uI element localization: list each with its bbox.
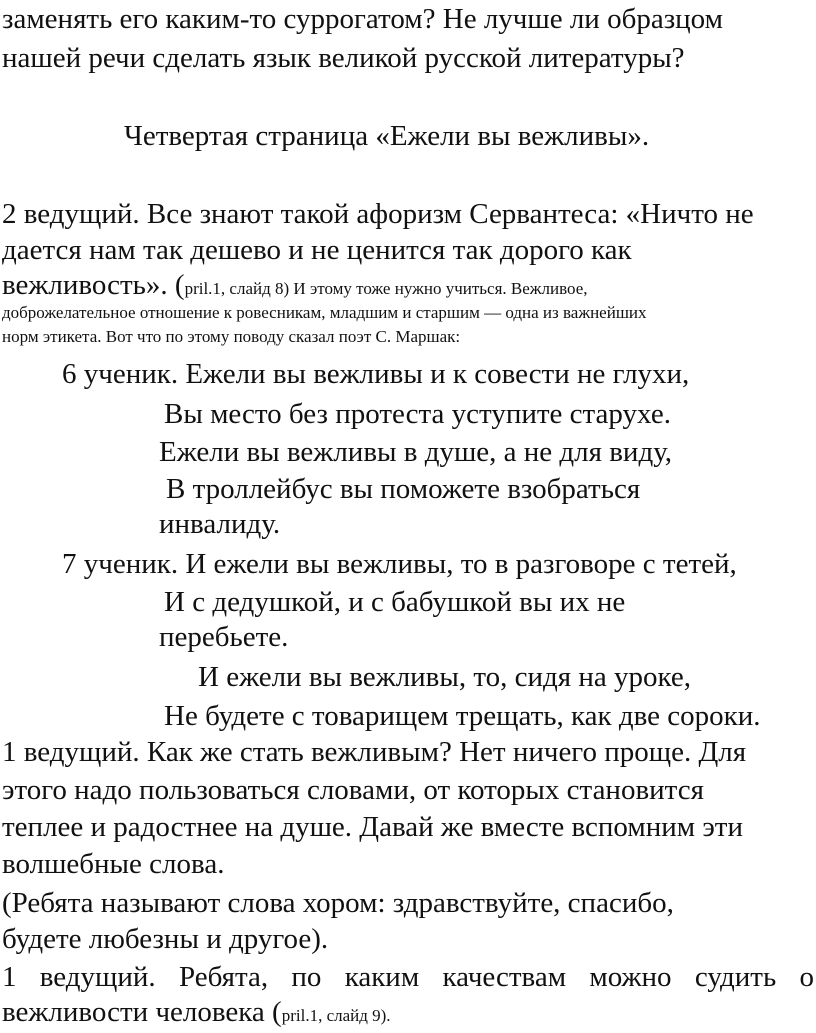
host1b-line-2-big: вежливости человека ( (2, 996, 282, 1028)
poem-stanza7-line-2: И с дедушкой, и с бабушкой вы их не (164, 586, 626, 618)
host1b-word: судить (694, 961, 777, 993)
children-line-1: (Ребята называют слова хором: здравствуйте, спасибо, (2, 887, 674, 919)
poem-stanza6-line-1: 6 ученик. Ежели вы вежливы и к совести не глухи, (62, 358, 690, 390)
host2-line-5: норм этикета. Вот что по этому поводу сказал поэт С. Маршак: (2, 327, 461, 346)
host1-line-4: волшебные слова. (2, 848, 225, 880)
host1-line-1: 1 ведущий. Как же стать вежливым? Нет ничего проще. Для (2, 736, 747, 768)
host2-line-4: доброжелательное отношение к ровесникам, младшим и старшим — одна из важнейших (2, 303, 647, 322)
host2-line-3 (2, 268, 588, 306)
poem-stanza6-line-2: Вы место без протеста уступите старухе. (164, 398, 671, 430)
host1-line-3: теплее и радостнее на душе. Давай же вместе вспомним эти (2, 811, 743, 843)
poem-stanza6-line-5: инвалиду. (159, 508, 281, 540)
host1b-word: 1 (2, 961, 17, 993)
host1b-word: о (799, 961, 814, 993)
children-line-2: будете любезны и другое). (2, 923, 329, 955)
host1b-word: по (291, 961, 322, 993)
poem-stanza7-line-3: перебьете. (159, 621, 289, 653)
host1b-word: качествам (442, 961, 567, 993)
host2-line-3-small: pril.1, слайд 8) И этому тоже нужно учиться. Вежливое, (184, 279, 588, 298)
host1b-line-2-small: pril.1, слайд 9). (281, 1006, 391, 1025)
section-title: Четвертая страница «Ежели вы вежливы». (124, 120, 650, 152)
host2-line-3-big: вежливость». ( (2, 269, 185, 301)
poem-stanza7-line-4: И ежели вы вежливы, то, сидя на уроке, (198, 661, 692, 693)
host1b-word: ведущий. (39, 961, 156, 993)
host1-line-2: этого надо пользоваться словами, от которых становится (2, 774, 704, 806)
poem-stanza6-line-3: Ежели вы вежливы в душе, а не для виду, (159, 436, 673, 468)
host1b-line-2 (2, 995, 391, 1033)
host1b-word: Ребята, (178, 961, 269, 993)
intro-line-1: заменять его каким-то суррогатом? Не лучше ли образцом (2, 3, 723, 35)
host2-line-1: 2 ведущий. Все знают такой афоризм Сервантеса: «Ничто не (2, 198, 754, 230)
intro-line-2: нашей речи сделать язык великой русской литературы? (2, 42, 685, 74)
host2-line-2: дается нам так дешево и не ценится так дорого как (2, 234, 632, 266)
poem-stanza7-line-5: Не будете с товарищем трещать, как две сороки. (164, 700, 761, 732)
host1b-word: каким (344, 961, 420, 993)
poem-stanza7-line-1: 7 ученик. И ежели вы вежливы, то в разговоре с тетей, (62, 548, 737, 580)
host1b-word: можно (589, 961, 672, 993)
poem-stanza6-line-4: В троллейбус вы поможете взобраться (166, 473, 641, 505)
host1b-line-1 (2, 960, 814, 994)
